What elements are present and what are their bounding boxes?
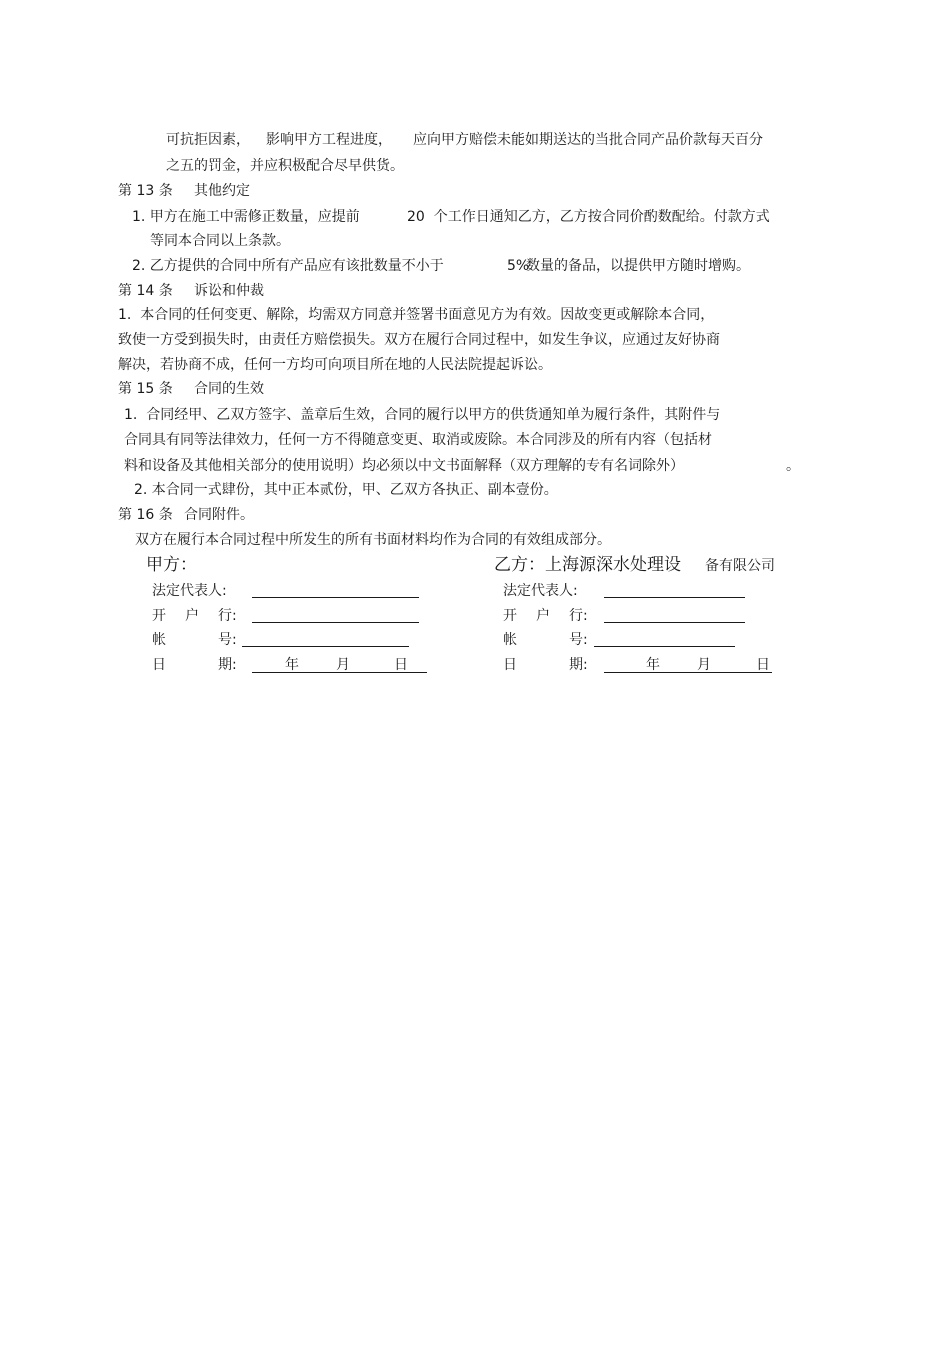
party-b-bank-label-3: 行: xyxy=(569,608,588,624)
party-b-legal-rep-label: 法定代表人: xyxy=(503,583,578,599)
party-a-bank-label-1: 开 xyxy=(152,608,166,624)
party-a-date-year: 年 xyxy=(285,657,299,673)
party-b-label: 乙方：上海源深水处理设 xyxy=(494,555,681,575)
article-13-item-2b: 5% xyxy=(507,258,530,274)
party-b-date-blank xyxy=(604,672,772,673)
party-b-account-label-1: 帐 xyxy=(503,632,517,648)
article-15-line-3: 料和设备及其他相关部分的使用说明）均必须以中文书面解释（双方理解的专有名词除外） xyxy=(124,458,684,474)
para-force-majeure-b: 影响甲方工程进度， xyxy=(266,132,392,148)
party-b-date-label-2: 期: xyxy=(569,657,588,673)
article-13-number: 第 13 条 xyxy=(118,183,173,199)
article-15-line-3-period: 。 xyxy=(786,458,800,474)
article-13-item-2a: 2. 乙方提供的合同中所有产品应有该批数量不小于 xyxy=(132,258,444,274)
party-b-date-month: 月 xyxy=(697,657,711,673)
party-a-bank-blank xyxy=(252,622,419,623)
article-13-item-1b: 20 个工作日通知乙方，乙方按合同价酌数配给。付款方式 xyxy=(407,209,770,225)
article-15-line-2: 合同具有同等法律效力，任何一方不得随意变更、取消或废除。本合同涉及的所有内容（包括材 xyxy=(124,432,712,448)
article-15-item-2: 2. 本合同一式肆份，其中正本贰份，甲、乙双方各执正、副本壹份。 xyxy=(134,482,558,498)
party-a-bank-label-3: 行: xyxy=(218,608,237,624)
party-b-bank-label-1: 开 xyxy=(503,608,517,624)
party-b-date-year: 年 xyxy=(646,657,660,673)
article-13-item-2c: 数量的备品，以提供甲方随时增购。 xyxy=(526,258,750,274)
article-14-title: 诉讼和仲裁 xyxy=(194,283,264,299)
party-b-bank-blank xyxy=(604,622,745,623)
party-b-bank-label-2: 户 xyxy=(536,608,550,624)
party-a-bank-label-2: 户 xyxy=(185,608,199,624)
article-15-title: 合同的生效 xyxy=(194,381,264,397)
party-a-account-label-2: 号: xyxy=(218,632,237,648)
article-14-number: 第 14 条 xyxy=(118,283,173,299)
article-16-number: 第 16 条 xyxy=(118,507,173,523)
party-b-company-suffix: 备有限公司 xyxy=(705,558,775,574)
article-14-line-3: 解决，若协商不成，任何一方均可向项目所在地的人民法院提起诉讼。 xyxy=(118,357,552,373)
party-a-date-day: 日 xyxy=(394,657,408,673)
party-b-account-label-2: 号: xyxy=(569,632,588,648)
party-a-legal-rep-blank xyxy=(252,597,419,598)
para-force-majeure-a: 可抗拒因素， xyxy=(166,132,250,148)
party-b-legal-rep-blank xyxy=(604,597,745,598)
party-a-account-blank xyxy=(242,646,409,647)
party-a-account-label-1: 帐 xyxy=(152,632,166,648)
para-penalty: 之五的罚金，并应积极配合尽早供货。 xyxy=(166,158,404,174)
article-16-title: 合同附件。 xyxy=(184,507,254,523)
article-13-item-1c: 等同本合同以上条款。 xyxy=(150,233,290,249)
party-a-date-month: 月 xyxy=(336,657,350,673)
party-a-date-label-1: 日 xyxy=(152,657,166,673)
para-force-majeure-c: 应向甲方赔偿未能如期送达的当批合同产品价款每天百分 xyxy=(413,132,763,148)
party-a-date-label-2: 期: xyxy=(218,657,237,673)
party-b-account-blank xyxy=(594,646,735,647)
party-a-legal-rep-label: 法定代表人: xyxy=(152,583,227,599)
article-16-line-1: 双方在履行本合同过程中所发生的所有书面材料均作为合同的有效组成部分。 xyxy=(135,532,611,548)
article-15-line-1: 1. 合同经甲、乙双方签字、盖章后生效，合同的履行以甲方的供货通知单为履行条件，其附件与 xyxy=(124,407,721,423)
article-14-line-1: 1. 本合同的任何变更、解除，均需双方同意并签署书面意见方为有效。因故变更或解除本合同， xyxy=(118,307,715,323)
article-13-item-1a: 1. 甲方在施工中需修正数量，应提前 xyxy=(132,209,360,225)
party-a-label: 甲方： xyxy=(146,555,197,575)
article-14-line-2: 致使一方受到损失时，由责任方赔偿损失。双方在履行合同过程中，如发生争议，应通过友好协商 xyxy=(118,332,720,348)
party-b-date-label-1: 日 xyxy=(503,657,517,673)
article-15-number: 第 15 条 xyxy=(118,381,173,397)
article-13-title: 其他约定 xyxy=(194,183,250,199)
party-b-date-day: 日 xyxy=(756,657,770,673)
